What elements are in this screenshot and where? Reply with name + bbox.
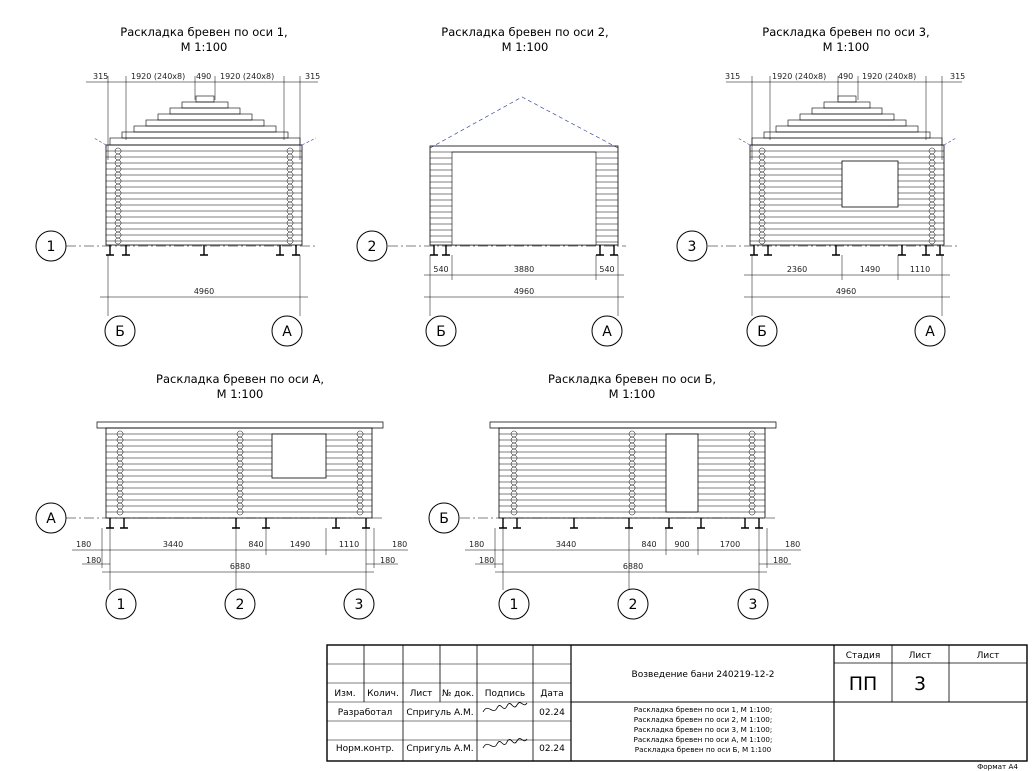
dim: 1110 [338, 540, 360, 549]
top-dimensions [725, 72, 965, 160]
dim: 3440 [555, 540, 577, 549]
col-header-sign: Подпись [484, 689, 526, 699]
dim: 180 [86, 556, 102, 565]
stage-value: ПП [848, 673, 878, 695]
view-title: Раскладка бревен по оси 2, [441, 25, 609, 39]
dim: 315 [305, 72, 321, 81]
supports [106, 245, 300, 255]
dim: 4960 [193, 287, 215, 296]
stage-header: Стадия [845, 651, 881, 661]
mid-dimensions [424, 255, 624, 316]
name-norm-control: Спригуль А.М. [406, 744, 474, 754]
axis-marker-label: А [925, 324, 935, 340]
date-developer: 02.24 [539, 708, 565, 718]
view-scale: М 1:100 [608, 387, 656, 401]
gable-logs [752, 96, 942, 145]
view-title: Раскладка бревен по оси 1, [120, 25, 288, 39]
view-axis-b [429, 372, 801, 619]
dim: 180 [392, 540, 408, 549]
view-axis-2 [357, 25, 626, 346]
drawing-line: Раскладка бревен по оси 3, М 1:100; [633, 725, 773, 734]
dim: 3880 [513, 265, 535, 274]
title-block [327, 645, 1027, 761]
dim: 490 [196, 72, 212, 81]
dim: 315 [950, 72, 966, 81]
dim: 180 [785, 540, 801, 549]
dim: 1920 (240x8) [772, 72, 827, 81]
wall-logs [94, 138, 316, 245]
axis-marker-label: 1 [46, 239, 56, 255]
dim: 840 [641, 540, 657, 549]
axis-marker-label: 3 [354, 597, 364, 613]
dim: 315 [93, 72, 109, 81]
col-header-izm: Изм. [334, 689, 356, 699]
dim: 1490 [859, 265, 881, 274]
view-axis-1 [36, 25, 320, 346]
drawing-line: Раскладка бревен по оси 2, М 1:100; [633, 715, 773, 724]
dim: 3440 [162, 540, 184, 549]
supports [430, 245, 618, 255]
axis-marker-label: Б [115, 324, 125, 340]
axis-marker-label: А [46, 511, 56, 527]
top-dimensions [86, 72, 320, 160]
mid-dimensions [744, 255, 950, 316]
dim: 1490 [289, 540, 311, 549]
project-name: Возведение бани 240219-12-2 [631, 670, 775, 680]
dim: 4960 [835, 287, 857, 296]
drawing-line: Раскладка бревен по оси Б, М 1:100 [634, 745, 772, 754]
sheet-header: Лист [908, 651, 932, 661]
dim: 6880 [229, 562, 251, 571]
axis-marker-label: Б [436, 324, 446, 340]
dim: 180 [76, 540, 92, 549]
col-header-kol: Колич. [367, 689, 399, 699]
dim: 540 [599, 265, 615, 274]
dim: 490 [838, 72, 854, 81]
dim: 4960 [513, 287, 535, 296]
dim: 1920 (240x8) [220, 72, 275, 81]
dim: 1110 [909, 265, 931, 274]
dim: 180 [469, 540, 485, 549]
view-scale: М 1:100 [822, 40, 870, 54]
view-scale: М 1:100 [180, 40, 228, 54]
dim: 1700 [719, 540, 741, 549]
role-norm-control: Норм.контр. [335, 744, 395, 754]
window-opening [272, 434, 326, 478]
format-label: Формат А4 [977, 762, 1018, 771]
axis-marker-label: А [282, 324, 292, 340]
bottom-dimension [100, 255, 308, 316]
axis-marker-label: 3 [687, 239, 697, 255]
view-scale: М 1:100 [501, 40, 549, 54]
dim: 1920 (240x8) [131, 72, 186, 81]
mid-dimensions [465, 528, 801, 590]
date-norm-control: 02.24 [539, 744, 565, 754]
view-title: Раскладка бревен по оси А, [156, 372, 324, 386]
axis-marker-label: 2 [367, 239, 377, 255]
dim: 900 [674, 540, 690, 549]
name-developer: Спригуль А.М. [406, 708, 474, 718]
wall-logs [490, 422, 776, 518]
dim: 840 [248, 540, 264, 549]
wall-logs [738, 138, 956, 245]
dim: 1920 (240x8) [862, 72, 917, 81]
axis-marker-label: Б [757, 324, 767, 340]
wall-logs [97, 422, 383, 518]
supports [499, 518, 763, 528]
role-developer: Разработал [337, 708, 393, 718]
door-opening [666, 434, 698, 512]
axis-marker-label: 1 [509, 597, 519, 613]
view-axis-a [36, 372, 408, 619]
view-scale: М 1:100 [216, 387, 264, 401]
supports [106, 518, 370, 528]
wall-logs [430, 146, 618, 245]
dim: 6880 [622, 562, 644, 571]
axis-marker-label: Б [439, 511, 449, 527]
col-header-date: Дата [540, 689, 564, 699]
gable-logs [110, 96, 300, 145]
axis-marker-label: А [602, 324, 612, 340]
window-opening [842, 161, 898, 207]
supports [750, 245, 944, 255]
dim: 180 [380, 556, 396, 565]
axis-marker-label: 1 [116, 597, 126, 613]
dim: 2360 [786, 265, 808, 274]
sheet-value: 3 [913, 673, 927, 695]
drawing-line: Раскладка бревен по оси А, М 1:100; [633, 735, 773, 744]
dim: 180 [479, 556, 495, 565]
col-header-doc: № док. [441, 689, 475, 699]
view-title: Раскладка бревен по оси 3, [762, 25, 930, 39]
axis-marker-label: 3 [748, 597, 758, 613]
dim: 180 [773, 556, 789, 565]
dim: 315 [725, 72, 741, 81]
axis-marker-label: 2 [628, 597, 638, 613]
dim: 540 [433, 265, 449, 274]
col-header-list: Лист [409, 689, 433, 699]
view-axis-3 [677, 25, 965, 346]
mid-dimensions [72, 528, 408, 590]
sheets-header: Лист [976, 651, 1000, 661]
view-title: Раскладка бревен по оси Б, [548, 372, 716, 386]
drawing-line: Раскладка бревен по оси 1, М 1:100; [633, 705, 773, 714]
axis-marker-label: 2 [235, 597, 245, 613]
